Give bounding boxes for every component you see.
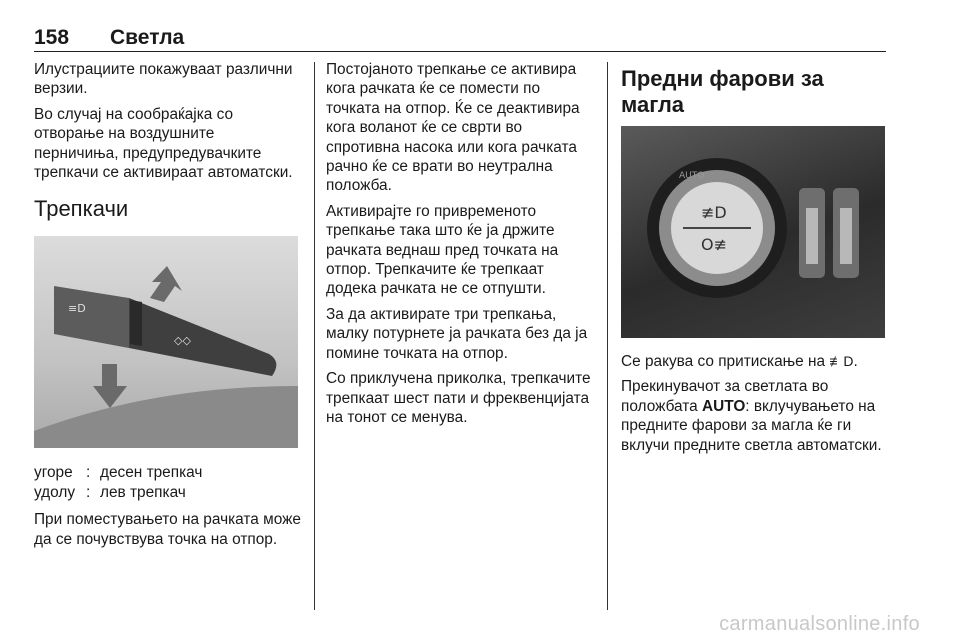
wheel-ribs xyxy=(840,208,852,264)
lever-base xyxy=(54,286,129,348)
intro-paragraph: Илустрациите покажуваат различни верзии. xyxy=(34,61,293,98)
front-fog-symbol-icon: ≢D xyxy=(829,353,854,369)
definition-desc: десен трепкач xyxy=(100,464,203,482)
light-switch-illustration xyxy=(621,126,885,338)
page-number: 158 xyxy=(34,26,70,49)
page-header xyxy=(34,26,886,52)
auto-mark-icon: AUTO xyxy=(679,171,705,181)
operate-paragraph: Се ракува со притискање на ≢D. xyxy=(621,353,858,370)
fog-lights-heading: Предни фарови за магла xyxy=(621,66,824,117)
column-middle xyxy=(326,60,596,433)
auto-label: AUTO xyxy=(701,397,746,415)
front-fog-icon: ≢D xyxy=(701,203,727,222)
arrow-down-icon xyxy=(93,364,127,408)
beam-symbol-icon: ≡D xyxy=(68,302,86,316)
trailer-paragraph: Со приклучена приколка, трепкачите трепкаат шест пати и фреквенцијата на тонот се менува. xyxy=(326,370,591,426)
definition-term: удолу xyxy=(34,483,76,501)
header-rule xyxy=(34,51,886,52)
definition-desc: лев трепкач xyxy=(100,483,186,501)
watermark: carmanualsonline.info xyxy=(719,613,920,635)
definition-row xyxy=(34,463,302,482)
indicator-symbol-icon: ◇◇ xyxy=(174,334,191,348)
definition-separator: : xyxy=(86,464,91,482)
auto-text-after: : вклучувањето на предните фарови за магла ќе ги вклучи предните светла автоматски. xyxy=(621,397,882,454)
lever-ring xyxy=(130,300,142,346)
column-divider xyxy=(607,62,608,610)
resistance-paragraph: При поместувањето на рачката може да се почувствува точка на отпор. xyxy=(34,511,301,548)
lever-drawing xyxy=(34,236,298,448)
column-left xyxy=(34,60,302,555)
auto-text-before: Прекинувачот за светлата во положбата xyxy=(621,378,829,415)
airbag-paragraph: Во случај на сообраќајка со отворање на воздушните перничиња, предупредувачките трепкачи се активираат автоматски. xyxy=(34,105,293,182)
lever-arm xyxy=(129,298,276,376)
dashboard-shape xyxy=(34,386,298,448)
auto-paragraph xyxy=(621,377,889,455)
definition-separator: : xyxy=(86,483,91,501)
turn-signals-heading: Трепкачи xyxy=(34,196,129,222)
arrow-up-icon xyxy=(150,266,182,302)
switch-drawing xyxy=(621,126,885,338)
section-title: Светла xyxy=(110,26,185,49)
definition-row xyxy=(34,483,302,502)
temporary-flash-paragraph: Активирајте го привременото трепкање така што ќе ја држите рачката веднаш пред точката на отпор. Трепкачите ќе трепкаат додека рачката не се отпушти. xyxy=(326,202,559,298)
operate-text: Се ракува со притискање на xyxy=(621,353,830,370)
wheel-ribs xyxy=(806,208,818,264)
rear-fog-icon: O≢ xyxy=(701,235,727,254)
column-divider xyxy=(314,62,315,610)
turn-signal-lever-illustration xyxy=(34,236,298,448)
continuous-flash-paragraph: Постојаното трепкање се активира кога рачката ќе се помести по точката на отпор. Ќе се деактивира кога воланот ќе се сврти во спротивна насока или кога рачката рачно ќе се врати во неутрална положба. xyxy=(326,61,580,195)
column-right xyxy=(621,60,889,461)
definition-term: угоре xyxy=(34,464,73,482)
three-flash-paragraph: За да активирате три трепкања, малку потурнете ја рачката без да ја помине точката на отпор. xyxy=(326,305,588,362)
